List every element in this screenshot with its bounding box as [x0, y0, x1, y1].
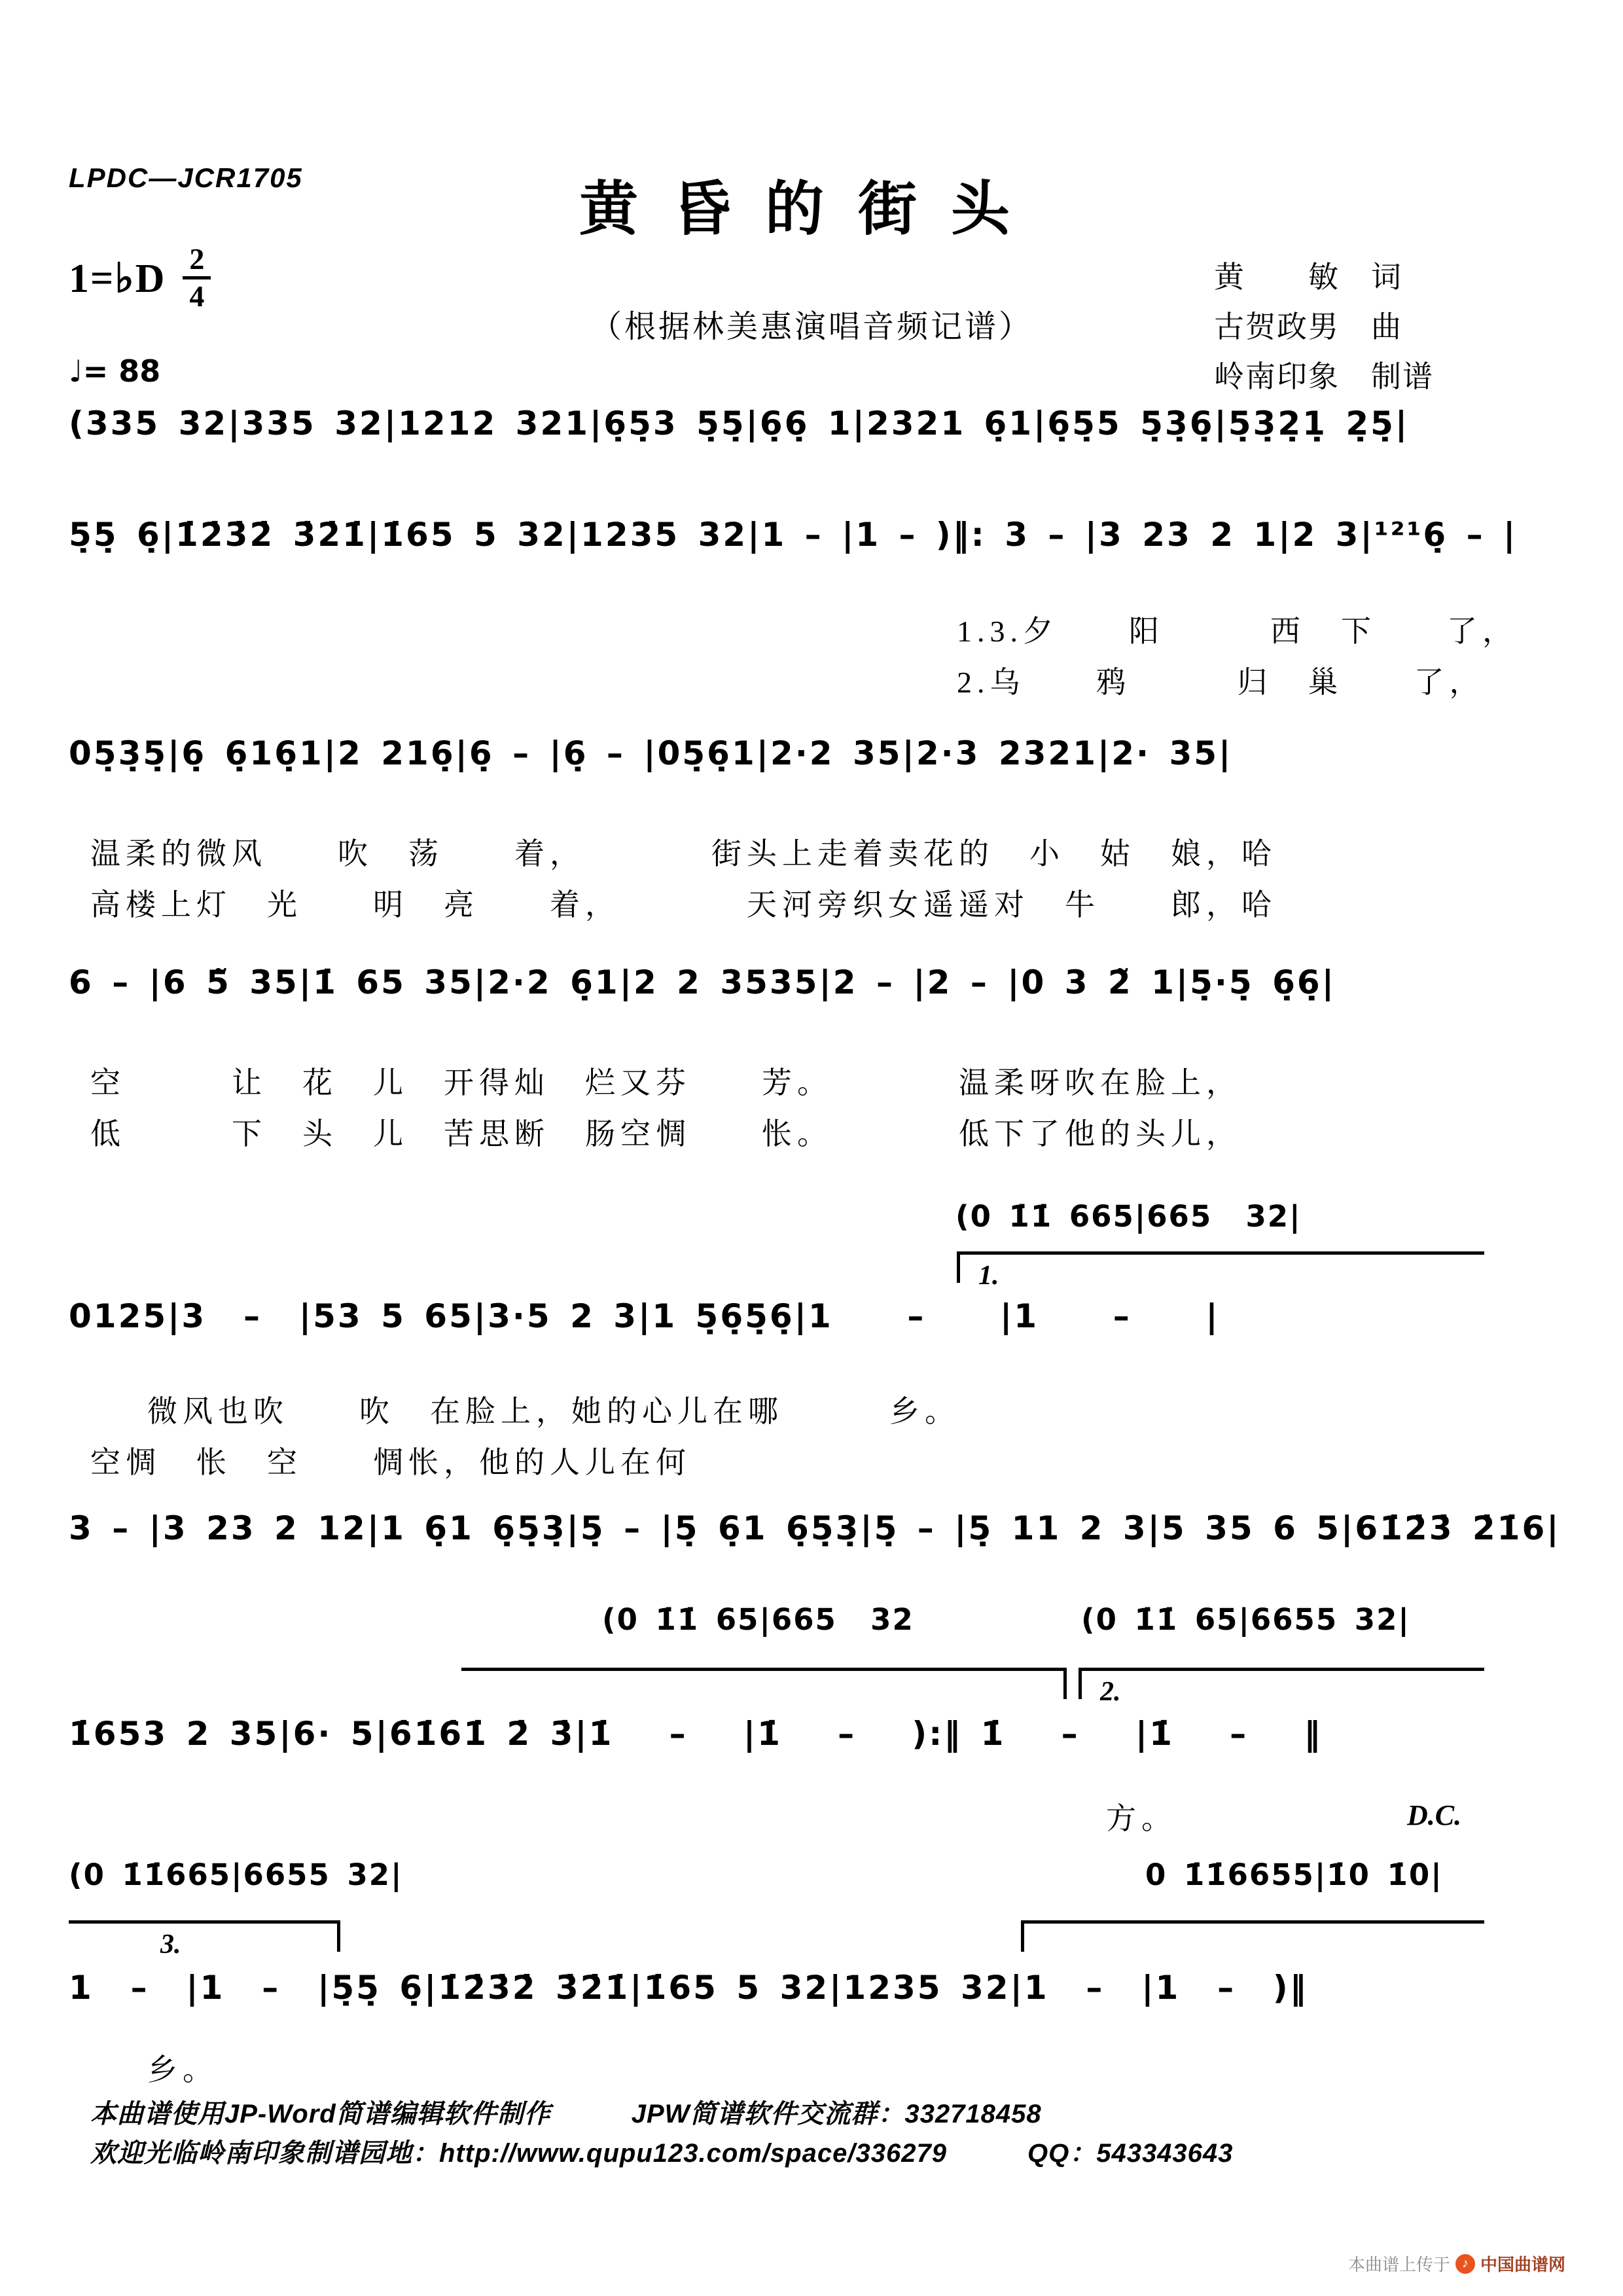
lyric-line-3-verse1: 温柔的微风 吹 荡 着， 街头上走着卖花的 小 姑 娘，哈 [90, 837, 1277, 870]
credit-arranger: 岭南印象 制谱 [1214, 360, 1434, 393]
volta-2-bracket [1079, 1668, 1484, 1707]
notation-insert-3a: (0 1̇1̇665|6655 32| [69, 1857, 403, 1892]
notation-line-2: 5̣5̣ 6̣|1̇2̇3̇2̇ 3̇2̇1̇|1̇65 5 32|1235 32|1 – |1 – )‖: 3 – |3 23 2 1|2 3|¹²¹6̣ – | [69, 516, 1518, 554]
notation-line-1: (335 32|335 32|1212 321|6̣5̣3 5̣5̣|6̣6̣ 1|2321 6̣1|6̣5̣5 5̣3̣6̣|5̣3̣2̣1̣ 2̣5̣| [69, 404, 1410, 442]
credit-lyricist: 黄 敏 词 [1214, 260, 1402, 294]
lyric-line-4-verse1: 空 让 花 儿 开得灿 烂又芬 芳。 温柔呀吹在脸上， [90, 1066, 1241, 1100]
notation-line-3: 05̣3̣5̣|6̣ 6̣16̣1|2 216̣|6̣ – |6̣ – |05̣6̣1|2·2 35|2·3 2321|2· 35| [69, 734, 1233, 772]
time-signature-numerator: 2 [183, 243, 211, 279]
notation-line-6: 3 – |3 23 2 12|1 6̣1 6̣5̣3̣|5̣ – |5̣ 6̣1 6̣5̣3̣|5̣ – |5̣ 11 2 3|5 35 6 5|61̇2̇3̇ 2̇1̇6| [69, 1509, 1561, 1547]
site-watermark [1348, 2251, 1565, 2276]
notation-insert-3b: 0 1̇1̇6655|1̇0 1̇0| [1145, 1857, 1443, 1892]
lyric-line-7: 方。 [1106, 1802, 1177, 1835]
key-signature [69, 243, 211, 313]
volta-1-bracket [957, 1251, 1484, 1291]
time-signature [183, 243, 211, 313]
watermark-site-name: 中国曲谱网 [1480, 2255, 1566, 2274]
lyric-line-2-verse13: 1.3.夕 阳 西 下 了， [957, 615, 1518, 648]
notation-line-5: 0125|3 – |53 5 65|3·5 2 3|1 5̣6̣5̣6̣|1 – |1 – | [69, 1297, 1220, 1335]
footer-software-note: 本曲谱使用JP-Word简谱编辑软件制作 JPW简谱软件交流群：332718458 [90, 2100, 1042, 2128]
key-text: 1=♭D [69, 256, 166, 301]
tempo-marking: ♩= 88 [69, 353, 161, 389]
footer-contact-note: 欢迎光临岭南印象制谱园地：http://www.qupu123.com/space/336279 QQ：543343643 [90, 2139, 1234, 2168]
notation-insert-2a: (0 1̇1̇ 65|665 32 [602, 1602, 914, 1637]
time-signature-denominator: 4 [189, 279, 205, 314]
lyric-line-5-verse2: 空惆 怅 空 惆怅，他的人儿在何 [90, 1446, 691, 1479]
notation-line-7: 1̇653 2 35|6· 5|6̇1̇6̇1̇ 2̇ 3̇|1̇ – |1̇ – ):‖ 1̇ – |1̇ – ‖ [69, 1715, 1323, 1753]
credit-composer: 古贺政男 曲 [1214, 310, 1402, 344]
qupu-logo-icon: ♪ [1455, 2254, 1475, 2274]
lyric-line-3-verse2: 高楼上灯 光 明 亮 着， 天河旁织女遥遥对 牛 郎，哈 [90, 888, 1277, 922]
bracket-line-coda [1021, 1920, 1484, 1952]
credits [1214, 253, 1434, 402]
watermark-upload-text: 本曲谱上传于 [1348, 2255, 1451, 2274]
notation-insert-1: (0 1̇1̇ 665|665 32| [955, 1199, 1302, 1234]
song-title: 黄昏的街头 [579, 177, 1044, 242]
volta-1-label: 1. [978, 1261, 999, 1291]
subtitle: （根据林美惠演唱音频记谱） [590, 310, 1033, 344]
lyric-line-2-verse2: 2.乌 鸦 归 巢 了， [957, 666, 1485, 699]
notation-line-8: 1 – |1 – |5̣5̣ 6̣|1̇2̇3̇2̇ 3̇2̇1̇|1̇65 5 32|1235 32|1 – |1 – )‖ [69, 1969, 1308, 2007]
da-capo-marking: D.C. [1407, 1799, 1462, 1831]
lyric-line-5-verse1: 微风也吹 吹 在脸上，她的心儿在哪 乡。 [147, 1395, 960, 1428]
bracket-line-first-ending-close [461, 1668, 1067, 1699]
volta-2-label: 2. [1100, 1677, 1121, 1707]
catalog-number: LPDC—JCR1705 [69, 162, 303, 193]
lyric-line-4-verse2: 低 下 头 儿 苦思断 肠空惆 怅。 低下了他的头儿， [90, 1117, 1241, 1151]
notation-insert-2b: (0 1̇1̇ 65|6655 32| [1081, 1602, 1410, 1637]
volta-3-label: 3. [160, 1929, 181, 1960]
notation-line-4: 6 – |6 5̃ 35|1̇ 65 35|2·2 6̣1|2 2 3535|2 – |2 – |0 3 2̃ 1|5̣·5̣ 6̣6̣| [69, 963, 1336, 1001]
volta-3-bracket [69, 1920, 340, 1960]
lyric-line-8: 乡。 [147, 2053, 218, 2087]
